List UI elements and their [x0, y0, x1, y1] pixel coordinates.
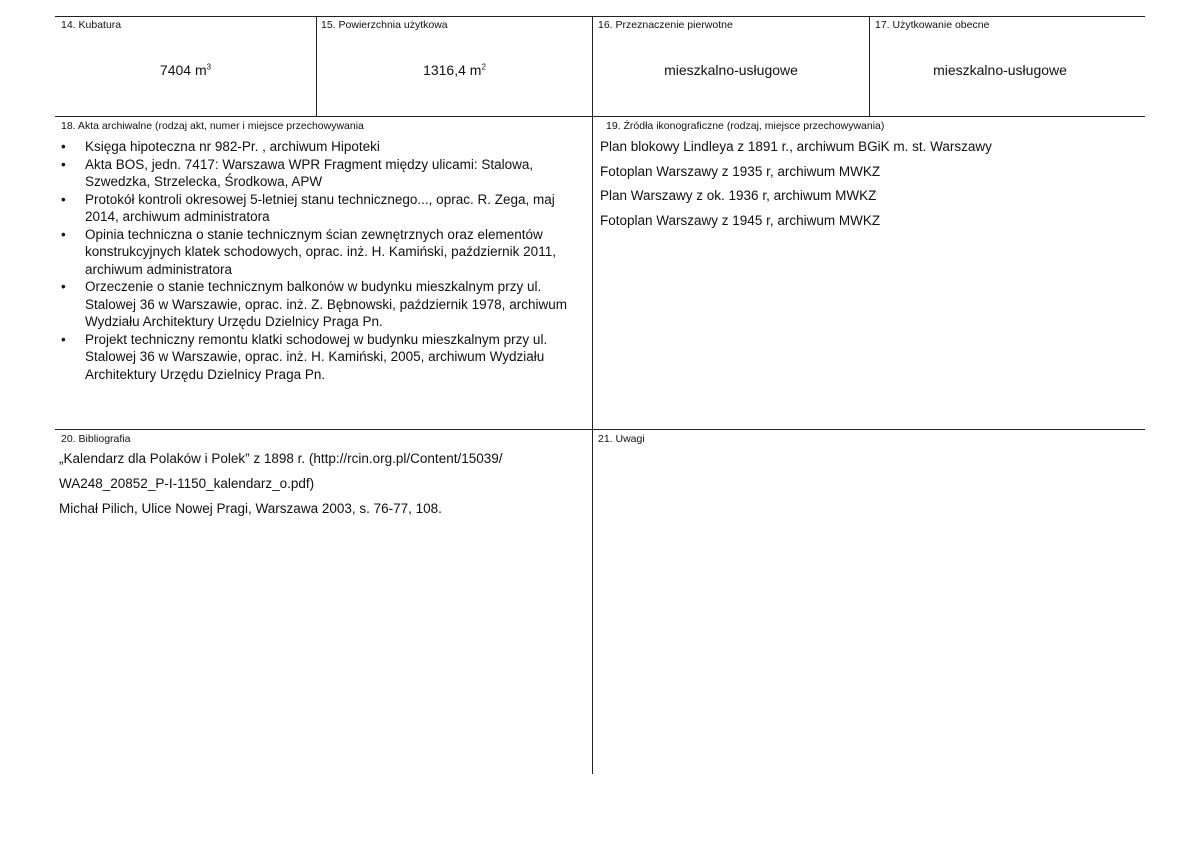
- powierzchnia-value: [317, 62, 592, 78]
- bibliografia-label: 20. Bibliografia: [61, 433, 131, 445]
- zrodla-item: Plan blokowy Lindleya z 1891 r., archiwum BGiK m. st. Warszawy: [600, 139, 992, 154]
- przeznaczenie-label: 16. Przeznaczenie pierwotne: [598, 19, 733, 31]
- zrodla-item: Fotoplan Warszawy z 1945 r, archiwum MWKZ: [600, 213, 881, 228]
- row2-bottom-border: [55, 429, 1145, 430]
- kubatura-label: 14. Kubatura: [61, 19, 122, 31]
- lower-column-divider: [592, 116, 593, 774]
- powierzchnia-number: 1316,4 m: [423, 62, 482, 78]
- zrodla-item: Plan Warszawy z ok. 1936 r, archiwum MWKZ: [600, 188, 877, 203]
- przeznaczenie-value: mieszkalno-usługowe: [664, 62, 798, 78]
- uzytkowanie-label: 17. Użytkowanie obecne: [875, 19, 990, 31]
- kubatura-value: [55, 62, 316, 78]
- zrodla-item: Fotoplan Warszawy z 1935 r, archiwum MWKZ: [600, 164, 881, 179]
- powierzchnia-label: 15. Powierzchnia użytkowa: [321, 19, 448, 31]
- uwagi-label: 21. Uwagi: [598, 433, 645, 445]
- akta-label: 18. Akta archiwalne (rodzaj akt, numer i miejsce przechowywania: [61, 120, 364, 132]
- row1-bottom-border: [55, 116, 1145, 117]
- uzytkowanie-value: mieszkalno-usługowe: [933, 62, 1067, 78]
- kubatura-unit-exponent: 3: [206, 62, 212, 72]
- bibliografia-item: Michał Pilich, Ulice Nowej Pragi, Warszawa 2003, s. 76-77, 108.: [59, 501, 442, 516]
- row1-top-border: [55, 16, 1145, 17]
- bibliografia-item: „Kalendarz dla Polaków i Polek” z 1898 r. (http://rcin.org.pl/Content/15039/: [59, 451, 503, 466]
- akta-list: [56, 138, 586, 383]
- list-item: • Protokół kontroli okresowej 5-letniej stanu technicznego..., oprac. R. Zega, maj 2014, archiwum administratora: [56, 191, 586, 226]
- bibliografia-item: WA248_20852_P-I-1150_kalendarz_o.pdf): [59, 476, 315, 491]
- powierzchnia-unit-exponent: 2: [481, 62, 486, 72]
- zrodla-label: 19. Źródła ikonograficzne (rodzaj, miejsce przechowywania): [606, 120, 885, 132]
- list-item: • Akta BOS, jedn. 7417: Warszawa WPR Fragment między ulicami: Stalowa, Szwedzka, Strzelecka, Środkowa, APW: [56, 156, 586, 191]
- list-item: • Księga hipoteczna nr 982-Pr. , archiwum Hipoteki: [56, 138, 586, 156]
- list-item: • Projekt techniczny remontu klatki schodowej w budynku mieszkalnym przy ul. Stalowej 36 w Warszawie, oprac. inż. H. Kamiński, 2005, archiwum Wydziału Architektury Urzędu Dzielnicy Praga Pn.: [56, 331, 586, 384]
- list-item: • Opinia techniczna o stanie technicznym ścian zewnętrznych oraz elementów konstrukcyjnych klatek schodowych, oprac. inż. H. Kamiński, październik 2011, archiwum administratora: [56, 226, 586, 279]
- list-item: • Orzeczenie o stanie technicznym balkonów w budynku mieszkalnym przy ul. Stalowej 36 w Warszawie, oprac. inż. Z. Bębnowski, październik 1978, archiwum Wydziału Architektury Urzędu Dzielnicy Praga Pn.: [56, 278, 586, 331]
- kubatura-number: 7404 m: [159, 62, 207, 78]
